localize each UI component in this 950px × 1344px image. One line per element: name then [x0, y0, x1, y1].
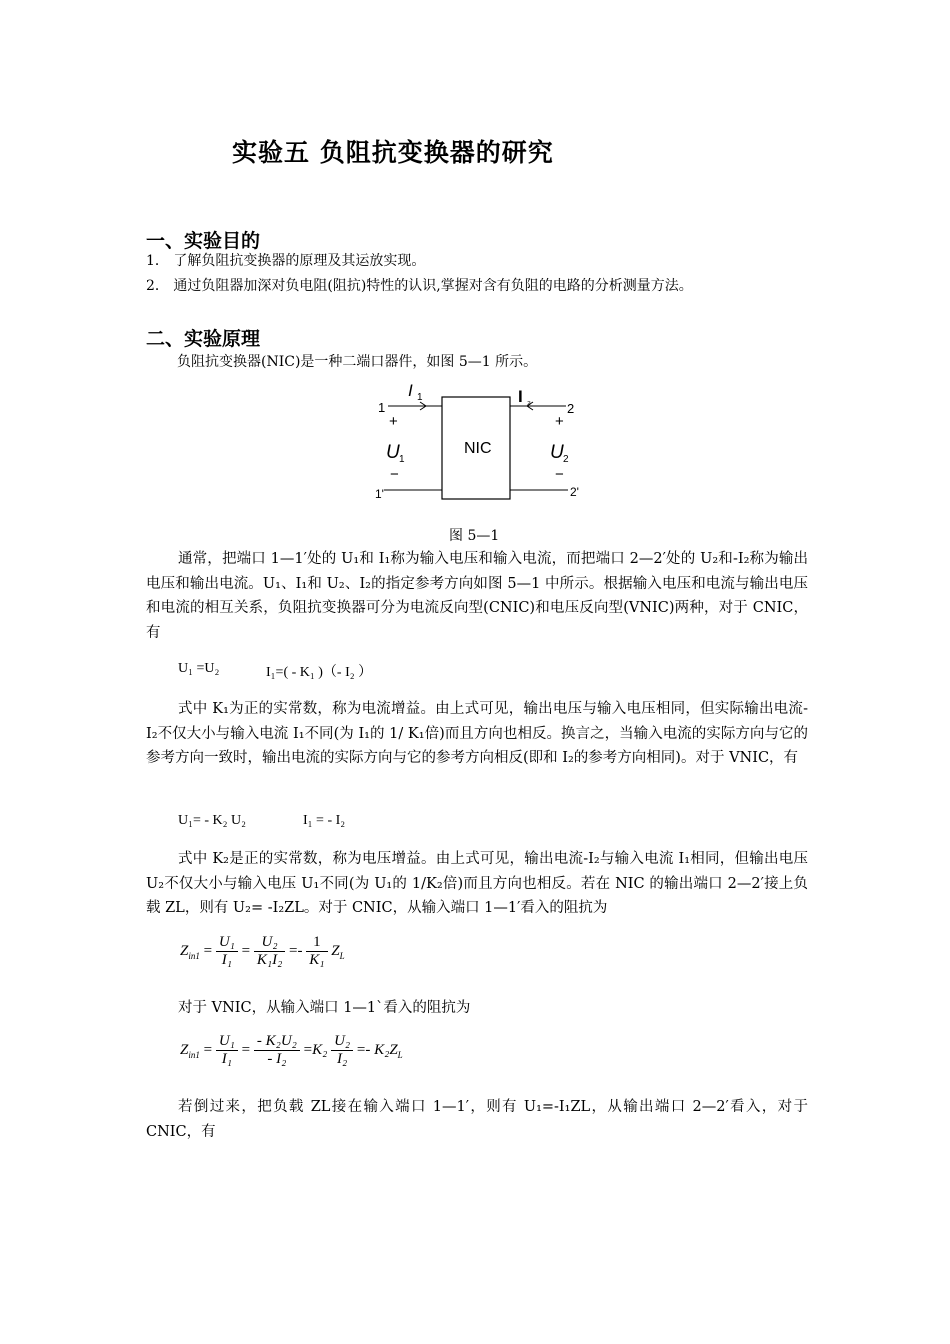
formula-2b: I₁ = - I₂ [303, 813, 346, 828]
page-title: 实验五 负阻抗变换器的研究 [232, 138, 554, 167]
principle-intro: 负阻抗变换器(NIC)是一种二端口器件，如图 5—1 所示。 [177, 354, 538, 370]
formula-4: $Z_{in1}$ = $\frac{\text{U₁}}{\text{I₁}}$ = $\frac{\text{- K₂U₂}}{\text{- I₂}}$ =K₂ $\frac{\text{U₂}}{\text{I₂}}$ =- $K_2Z_L$ [180, 1033, 403, 1067]
i2-label: I [518, 387, 523, 406]
section-heading-purpose: 一、实验目的 [146, 230, 261, 252]
u2-label: U [550, 442, 564, 463]
paragraph-1: 通常，把端口 1—1′处的 U₁和 I₁称为输入电压和输入电流，而把端口 2—2′处的 U₂和-I₂称为输出电压和输出电流。U₁、I₁和 U₂、I₂的指定参考方向如图 5—1 中所示。根据输入电压和电流与输出电压和电流的相互关系，负阻抗变换器可分为电流反向型(CNIC)和电压反向型(VNIC)两种，对于 CNIC，有 [146, 551, 808, 641]
u2-minus: − [555, 466, 564, 483]
i2-sub: ₂ [527, 396, 531, 407]
figure-caption: 图 5—1 [449, 528, 500, 544]
u1-label: U [386, 442, 400, 463]
purpose-item-1: 1． 了解负阻抗变换器的原理及其运放实现。 [146, 253, 426, 269]
u1-minus: − [390, 466, 399, 483]
purpose-item-2: 2． 通过负阻器加深对负电阻(阻抗)特性的认识,掌握对含有负阻的电路的分析测量方法。 [146, 278, 693, 294]
nic-circuit-figure [370, 376, 590, 506]
i1-sub: 1 [417, 392, 423, 403]
port1-label: 1 [378, 400, 386, 415]
formula-2a: U₁= - K₂ U₂ [178, 813, 247, 828]
paragraph-3: 式中 K₂是正的实常数，称为电压增益。由上式可见，输出电流-I₂与输入电流 I₁相同，但输出电压 U₂不仅大小与输入电压 U₁不同(为 U₁的 1/K₂倍)而且方向也相反。若在 NIC 的输出端口 2—2′接上负载 ZL，则有 U₂= -I₂ZL。对于 CNIC，从输入端口 1—1′看入的阻抗为 [146, 851, 808, 916]
paragraph-5: 若倒过来，把负载 ZL接在输入端口 1—1′，则有 U₁=-I₁ZL，从输出端口 2—2′看入，对于 CNIC，有 [146, 1099, 808, 1140]
port2-label: 2 [567, 401, 575, 416]
paragraph-4: 对于 VNIC，从输入端口 1—1`看入的阻抗为 [178, 1000, 471, 1016]
u1-sub: 1 [399, 454, 405, 465]
u2-plus: + [555, 413, 564, 430]
port1p-label: 1' [375, 487, 384, 501]
formula-1b: I₁=( - K₁ )（- I₂ ） [266, 665, 373, 680]
port2p-label: 2' [570, 485, 579, 499]
u1-plus: + [389, 413, 398, 430]
u2-sub: 2 [563, 454, 569, 465]
formula-1a: U₁ =U₂ [178, 661, 220, 676]
section-heading-principle: 二、实验原理 [146, 328, 261, 350]
formula-3: $Z_{in1}$ = $\frac{\text{U₁}}{\text{I₁}}$ = $\frac{\text{U₂}}{\text{K₁I₂}}$ =- $\frac{1}{\text{K₁}}$ $Z_L$ [180, 934, 345, 968]
paragraph-2: 式中 K₁为正的实常数，称为电流增益。由上式可见，输出电压与输入电压相同，但实际输出电流-I₂不仅大小与输入电流 I₁不同(为 I₁的 1/ K₁倍)而且方向也相反。换言之，当输入电流的实际方向与它的参考方向一致时，输出电流的实际方向与它的参考方向相反(即和 I₂的参考方向相同)。对于 VNIC，有 [146, 701, 808, 766]
nic-label: NIC [464, 440, 492, 457]
i1-label: I [408, 381, 413, 400]
